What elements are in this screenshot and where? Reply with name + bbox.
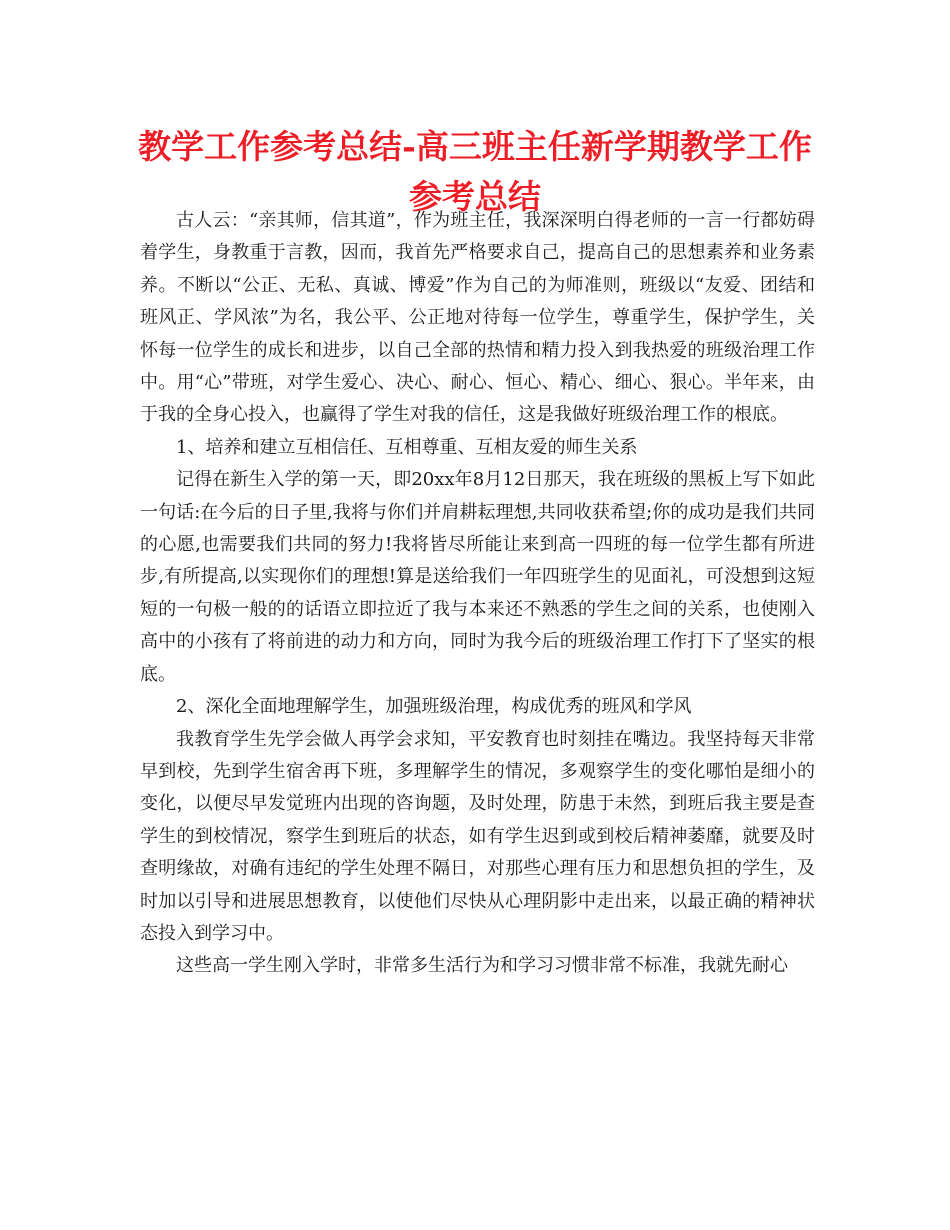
paragraph-intro: 古人云：“亲其师，信其道”，作为班主任，我深深明白得老师的一言一行都妨碍着学生，身教重于言教，因而，我首先严格要求自己，提高自己的思想素养和业务素养。不断以“公正、无私、真诚、博爱”作为自己的为师准则，班级以“友爱、团结和班风正、学风浓”为名，我公平、公正地对待每一位学生，尊重学生，保护学生，关怀每一位学生的成长和进步，以自己全部的热情和精力投入到我热爱的班级治理工作中。用“心”带班，对学生爱心、决心、耐心、恒心、精心、细心、狠心。半年来，由于我的全身心投入，也赢得了学生对我的信任，这是我做好班级治理工作的根底。: [140, 210, 815, 426]
document-title: 教学工作参考总结-高三班主任新学期教学工作参考总结: [138, 127, 812, 216]
paragraph-continued: 这些高一学生刚入学时，非常多生活行为和学习习惯非常不标准，我就先耐心: [176, 955, 788, 977]
section-heading-2: 2、深化全面地理解学生，加强班级治理，构成优秀的班风和学风: [176, 696, 692, 718]
paragraph-section-2: 我教育学生先学会做人再学会求知，平安教育也时刻挂在嘴边。我坚持每天非常早到校，先到学生宿舍再下班，多理解学生的情况，多观察学生的变化哪怕是细小的变化，以便尽早发觉班内出现的咨询题，及时处理，防患于未然，到班后我主要是查学生的到校情况，察学生到班后的状态，如有学生迟到或到校后精神萎靡，就要及时查明缘故，对确有违纪的学生处理不隔日，对那些心理有压力和思想负担的学生，及时加以引导和进展思想教育，以使他们尽快从心理阴影中走出来，以最正确的精神状态投入到学习中。: [140, 728, 815, 944]
document-body: [140, 205, 815, 983]
paragraph-section-1: 记得在新生入学的第一天，即20xx年8月12日那天，我在班级的黑板上写下如此一句话:在今后的日子里,我将与你们并肩耕耘理想,共同收获希望;你的成功是我们共同的心愿,也需要我们共同的努力!我将皆尽所能让来到高一四班的每一位学生都有所进步,有所提高,以实现你们的理想!算是送给我们一年四班学生的见面礼，可没想到这短短的一句极一般的的话语立即拉近了我与本来还不熟悉的学生之间的关系，也使刚入高中的小孩有了将前进的动力和方向，同时为我今后的班级治理工作打下了坚实的根底。: [140, 469, 815, 685]
section-heading-1: 1、培养和建立互相信任、互相尊重、互相友爱的师生关系: [176, 436, 638, 458]
